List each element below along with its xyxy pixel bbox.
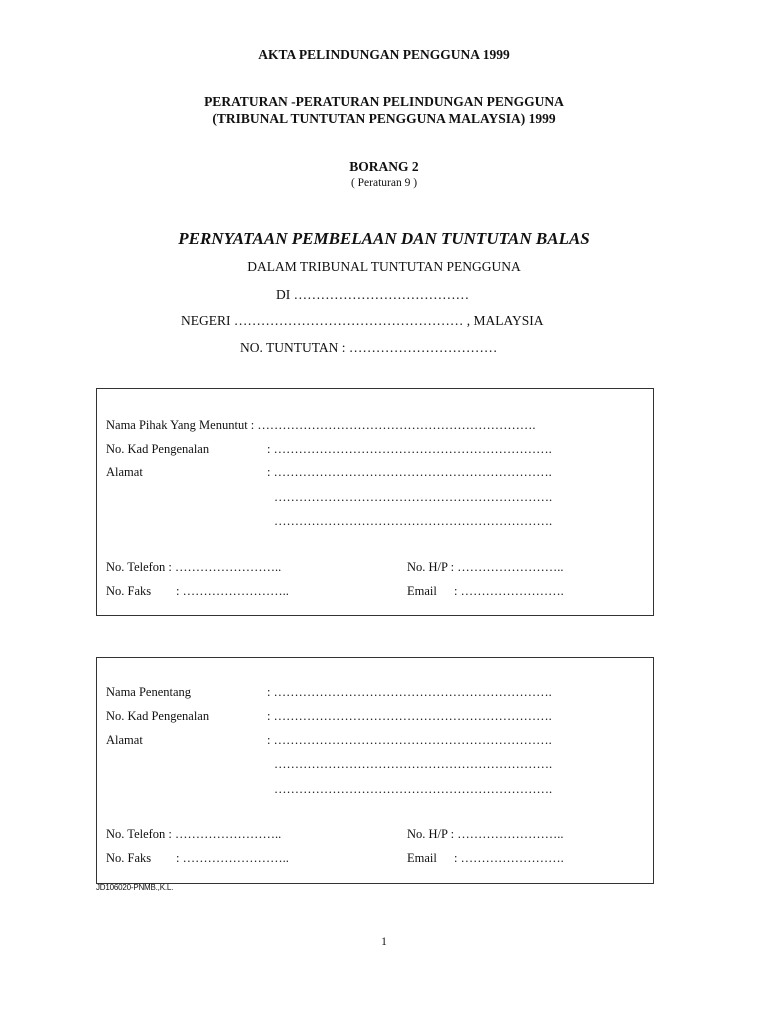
respondent-details-box (96, 657, 654, 884)
respondent-hp-label: No. H/P : …………………….. (407, 827, 564, 841)
respondent-fax-value: : …………………….. (176, 851, 289, 865)
respondent-fax-label: No. Faks (106, 851, 152, 865)
respondent-address-line2: …………………………………………………………. (274, 757, 553, 771)
claimant-ic-value: : …………………………………………………………. (267, 442, 552, 456)
claimant-hp-label: No. H/P : …………………….. (407, 560, 564, 574)
claimant-address-line3: …………………………………………………………. (274, 514, 553, 528)
claimant-phone-label: No. Telefon : …………………….. (106, 560, 282, 574)
claimant-address-line1: : …………………………………………………………. (267, 465, 552, 479)
respondent-ic-value: : …………………………………………………………. (267, 709, 552, 723)
regulation-title-line1: PERATURAN -PERATURAN PELINDUNGAN PENGGUNA (204, 94, 564, 109)
claimant-ic-label: No. Kad Pengenalan (106, 442, 210, 456)
respondent-address-label: Alamat (106, 733, 143, 747)
respondent-address-line1: : …………………………………………………………. (267, 733, 552, 747)
claimant-email-label: Email (407, 584, 437, 598)
respondent-ic-label: No. Kad Pengenalan (106, 709, 210, 723)
regulation-title-line2: (TRIBUNAL TUNTUTAN PENGGUNA MALAYSIA) 1999 (212, 111, 556, 126)
respondent-phone-label: No. Telefon : …………………….. (106, 827, 282, 841)
claimant-name-row (106, 418, 536, 433)
respondent-address-line3: …………………………………………………………. (274, 782, 553, 796)
form-title: PERNYATAAN PEMBELAAN DAN TUNTUTAN BALAS (178, 229, 590, 248)
di-line: DI ………………………………… (276, 287, 470, 302)
claimant-name-value: : …………………………………………………………. (250, 418, 536, 432)
negeri-line: NEGERI …………………………………………… , MALAYSIA (181, 313, 544, 328)
claimant-address-label: Alamat (106, 465, 143, 479)
claimant-email-value: : ……………………. (454, 584, 564, 598)
form-number: BORANG 2 (349, 159, 419, 174)
claimant-fax-label: No. Faks (106, 584, 152, 598)
claimant-name-label: Nama Pihak Yang Menuntut (106, 418, 248, 432)
claim-number-line: NO. TUNTUTAN : …………………………… (240, 340, 498, 355)
respondent-name-value: : …………………………………………………………. (267, 685, 552, 699)
tribunal-line: DALAM TRIBUNAL TUNTUTAN PENGGUNA (247, 259, 521, 274)
claimant-details-box (96, 388, 654, 616)
claimant-address-line2: …………………………………………………………. (274, 490, 553, 504)
act-title: AKTA PELINDUNGAN PENGGUNA 1999 (258, 47, 510, 62)
page-number: 1 (381, 936, 387, 948)
form-reference: ( Peraturan 9 ) (350, 177, 418, 189)
document-code: JD106020-PNMB.,K.L. (96, 883, 174, 892)
respondent-email-value: : ……………………. (454, 851, 564, 865)
respondent-email-label: Email (407, 851, 437, 865)
respondent-name-label: Nama Penentang (106, 685, 192, 699)
claimant-fax-value: : …………………….. (176, 584, 289, 598)
